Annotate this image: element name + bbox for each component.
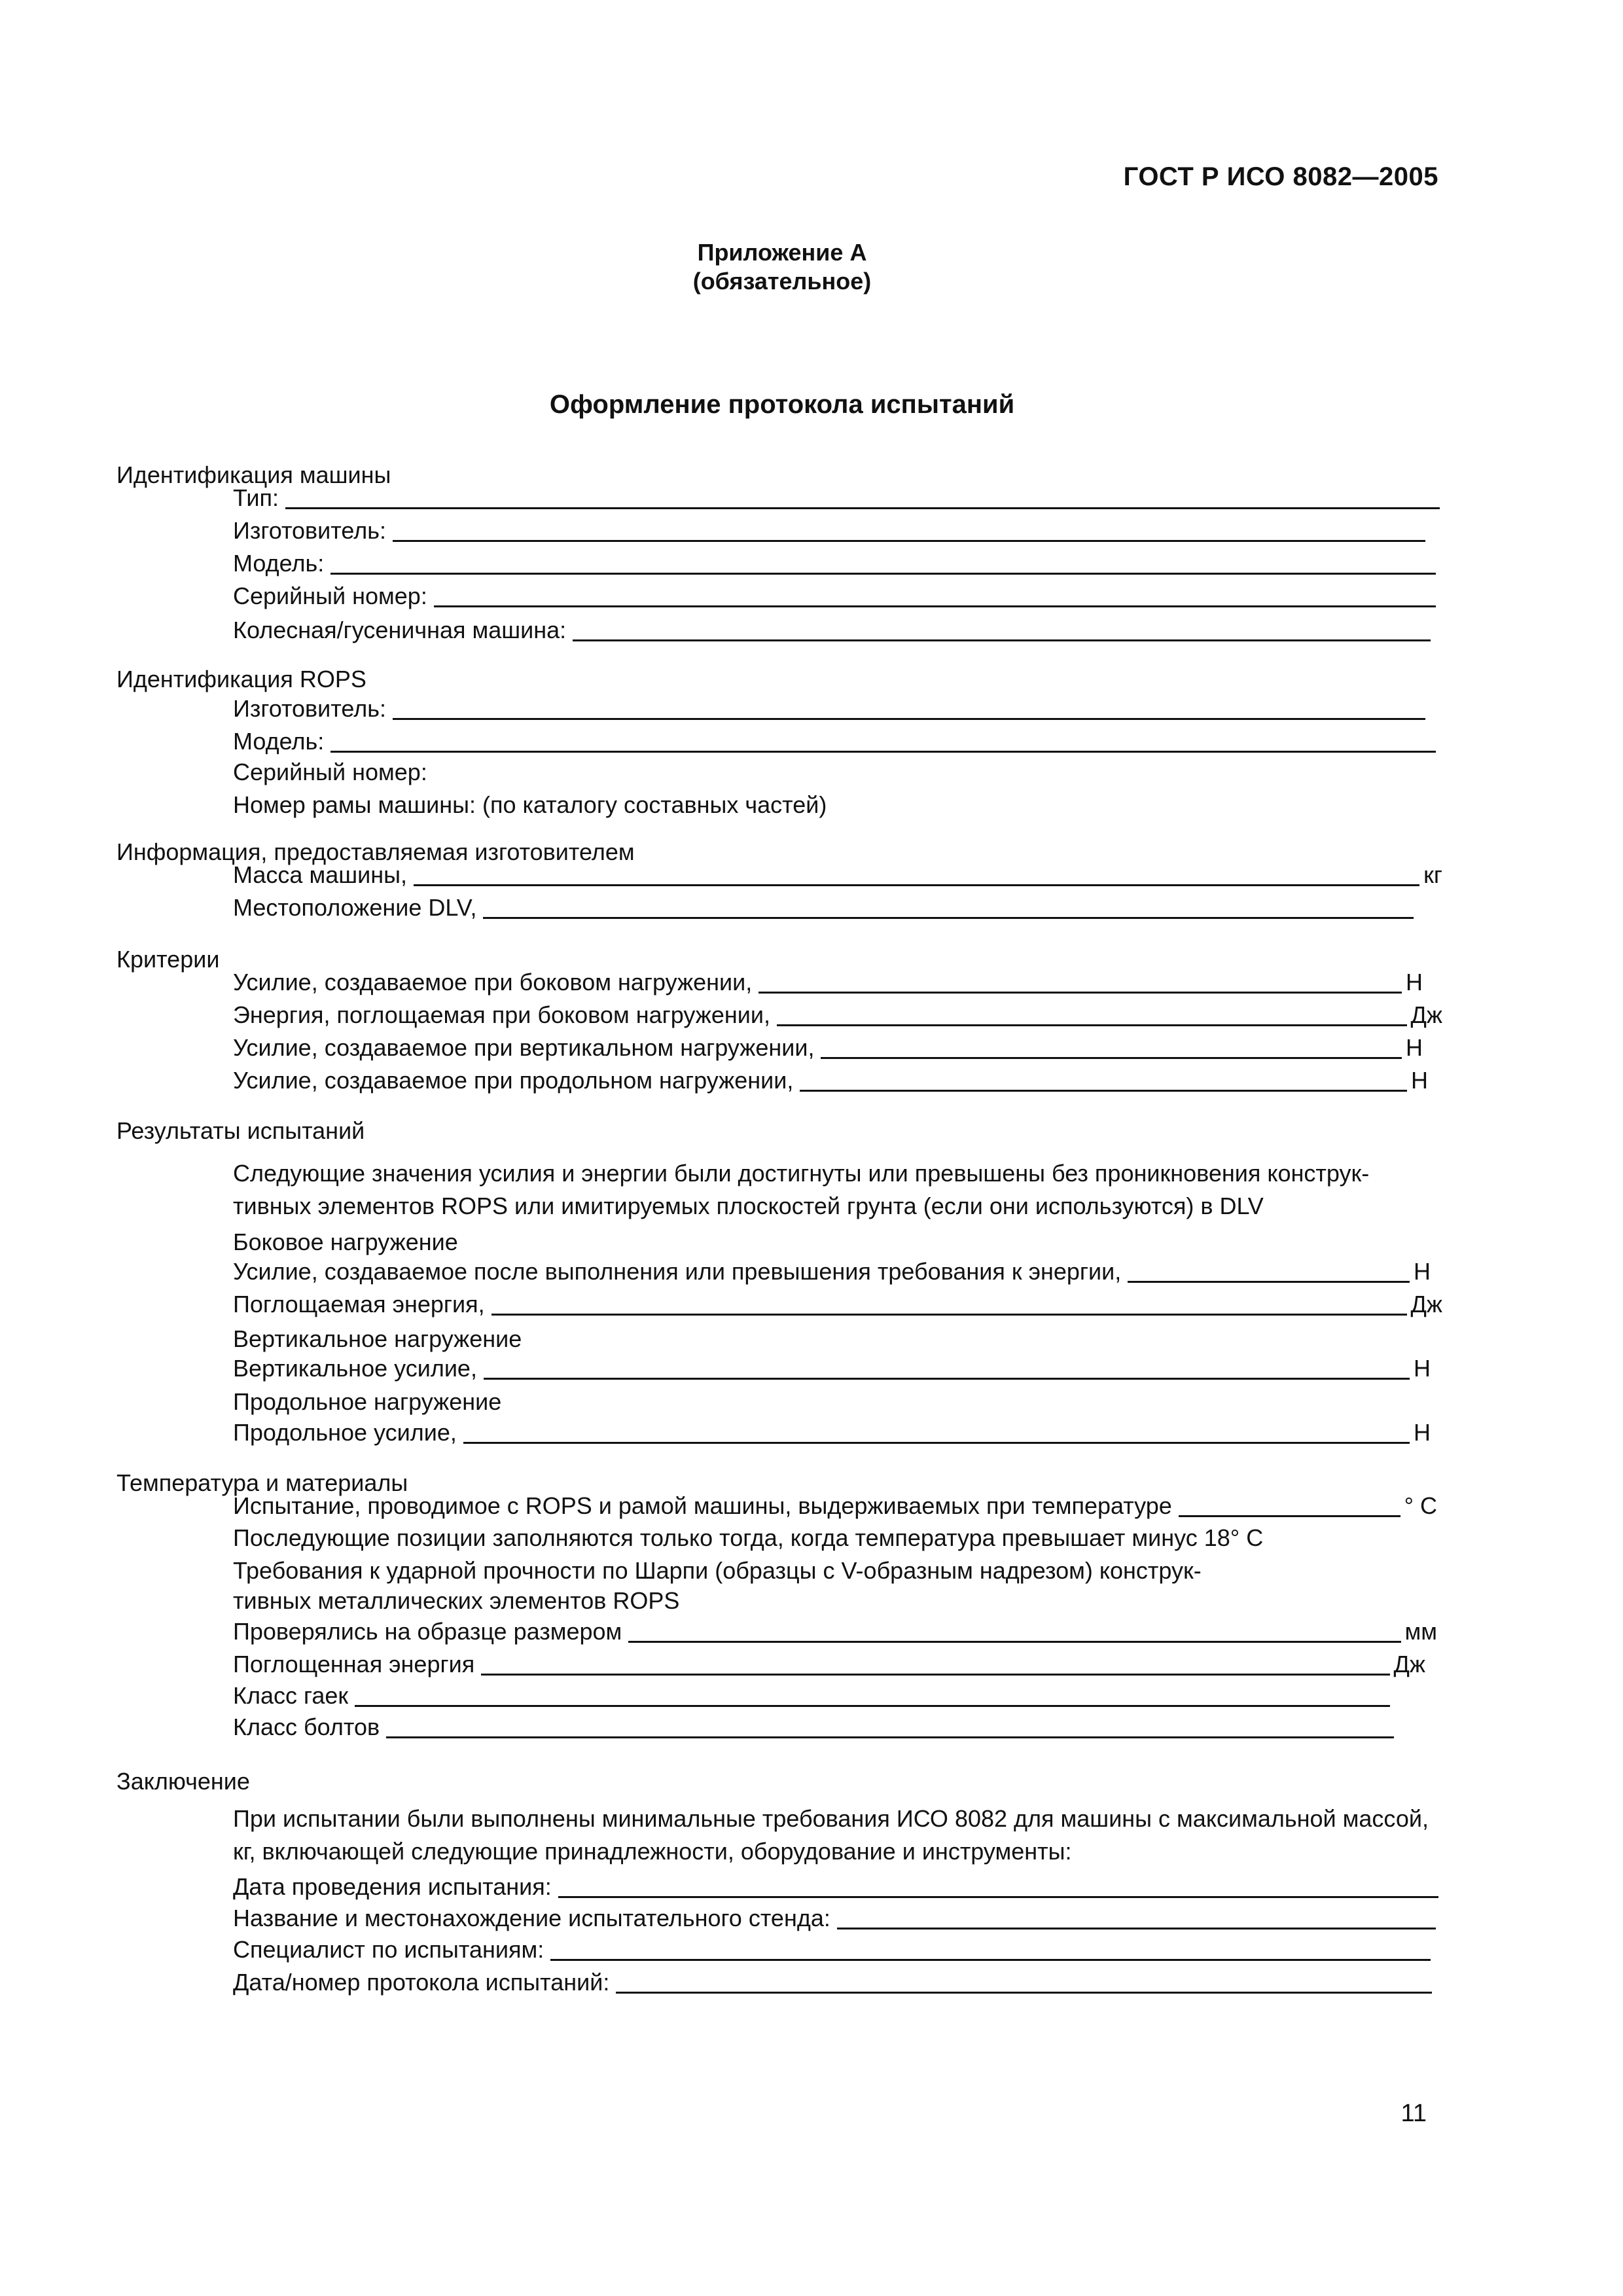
field-label: Дата/номер протокола испытаний: <box>233 1969 610 1996</box>
unit-label: Дж <box>1410 1001 1442 1028</box>
section-machine-id: Идентификация машины <box>116 461 391 488</box>
field-lateral-energy <box>233 1000 1442 1029</box>
field-report-number <box>233 1967 1435 1996</box>
unit-label: Н <box>1414 1419 1431 1446</box>
field-rops-serial: Серийный номер: <box>233 759 427 785</box>
field-bolt-class <box>233 1712 1397 1741</box>
section-conclusion: Заключение <box>116 1768 250 1795</box>
fill-line[interactable] <box>386 1736 1394 1738</box>
field-result-vertical-force <box>233 1354 1431 1382</box>
fill-line[interactable] <box>434 605 1436 607</box>
field-frame-number: Номер рамы машины: (по каталогу составных частей) <box>233 791 827 818</box>
field-label: Специалист по испытаниям: <box>233 1936 544 1963</box>
field-label: Усилие, создаваемое при боковом нагружении, <box>233 969 753 996</box>
fill-line[interactable] <box>481 1674 1389 1676</box>
annex-title: Приложение А <box>697 239 867 266</box>
field-result-lateral-force <box>233 1257 1431 1285</box>
field-label: Модель: <box>233 728 325 755</box>
subheading-longitudinal: Продольное нагружение <box>233 1388 502 1415</box>
fill-line[interactable] <box>414 884 1419 886</box>
charpy-line-2: тивных металлических элементов ROPS <box>233 1587 680 1614</box>
page-number: 11 <box>1400 2100 1427 2127</box>
fill-line[interactable] <box>1179 1515 1400 1517</box>
field-longitudinal-force <box>233 1066 1428 1094</box>
field-label: Изготовитель: <box>233 517 386 544</box>
fill-line[interactable] <box>821 1057 1402 1059</box>
document-title: Оформление протокола испытаний <box>549 390 1015 419</box>
results-intro: Следующие значения усилия и энергии были достигнуты или превышены без проникновения конструк-тивных элементов ROPS или имитируемых плоскостей грунта (если они используются) в DLV <box>233 1160 1370 1219</box>
section-temperature: Температура и материалы <box>116 1469 408 1496</box>
fill-line[interactable] <box>628 1641 1400 1643</box>
field-label: Поглощаемая энергия, <box>233 1291 485 1318</box>
field-label: Масса машины, <box>233 861 407 888</box>
field-label: Класс болтов <box>233 1713 380 1740</box>
field-label: Усилие, создаваемое при продольном нагружении, <box>233 1067 794 1094</box>
charpy-line-1: Требования к ударной прочности по Шарпи (образцы с V-образным надрезом) конструк- <box>233 1557 1202 1584</box>
fill-line[interactable] <box>330 751 1436 753</box>
section-manufacturer-info: Информация, предоставляемая изготовителем <box>116 838 635 865</box>
field-lateral-force <box>233 967 1423 996</box>
unit-label: Дж <box>1393 1651 1425 1677</box>
field-label: Продольное усилие, <box>233 1419 457 1446</box>
field-label: Усилие, создаваемое при вертикальном нагружении, <box>233 1034 815 1061</box>
field-label: Испытание, проводимое с ROPS и рамой машины, выдерживаемых при температуре <box>233 1492 1172 1519</box>
field-label: Тип: <box>233 484 279 511</box>
fill-line[interactable] <box>800 1090 1407 1092</box>
field-result-absorbed-energy <box>233 1289 1442 1318</box>
field-label: Модель: <box>233 550 325 577</box>
field-vertical-force <box>233 1033 1423 1062</box>
field-test-temperature <box>233 1491 1437 1520</box>
fill-line[interactable] <box>616 1992 1432 1994</box>
conclusion-text: При испытании были выполнены минимальные требования ИСО 8082 для машины с максимальной массой, кг, включающей следующие принадлежности, оборудование и инструменты: <box>233 1805 1429 1865</box>
fill-line[interactable] <box>1128 1281 1410 1283</box>
field-label: Класс гаек <box>233 1682 349 1709</box>
field-specimen-size <box>233 1617 1437 1645</box>
unit-label: ° С <box>1404 1492 1437 1519</box>
field-label: Название и местонахождение испытательного стенда: <box>233 1905 830 1931</box>
fill-line[interactable] <box>393 718 1425 720</box>
field-test-facility <box>233 1903 1438 1932</box>
fill-line[interactable] <box>491 1314 1407 1316</box>
field-manufacturer <box>233 516 1428 545</box>
fill-line[interactable] <box>463 1442 1410 1444</box>
field-absorbed-energy <box>233 1649 1425 1678</box>
field-test-engineer <box>233 1935 1433 1964</box>
field-rops-manufacturer <box>233 694 1428 723</box>
fill-line[interactable] <box>393 540 1425 542</box>
field-label: Вертикальное усилие, <box>233 1355 477 1382</box>
field-label: Усилие, создаваемое после выполнения или превышения требования к энергии, <box>233 1258 1122 1285</box>
annex-heading <box>0 238 1564 296</box>
fill-line[interactable] <box>285 507 1440 509</box>
unit-label: мм <box>1404 1618 1437 1645</box>
field-mass <box>233 860 1442 889</box>
section-rops-id: Идентификация ROPS <box>116 666 366 692</box>
unit-label: Н <box>1406 1034 1423 1061</box>
unit-label: Н <box>1411 1067 1428 1094</box>
standard-designation: ГОСТ Р ИСО 8082—2005 <box>1123 162 1438 191</box>
unit-label: кг <box>1423 861 1442 888</box>
section-results: Результаты испытаний <box>116 1117 365 1144</box>
unit-label: Н <box>1414 1258 1431 1285</box>
temperature-note: Последующие позиции заполняются только тогда, когда температура превышает минус 18° С <box>233 1524 1264 1551</box>
fill-line[interactable] <box>484 1378 1410 1380</box>
field-model <box>233 548 1438 577</box>
field-label: Местоположение DLV, <box>233 894 477 921</box>
fill-line[interactable] <box>355 1705 1390 1707</box>
fill-line[interactable] <box>558 1896 1438 1898</box>
field-label: Проверялись на образце размером <box>233 1618 622 1645</box>
field-label: Дата проведения испытания: <box>233 1873 552 1900</box>
fill-line[interactable] <box>483 917 1414 919</box>
section-criteria: Критерии <box>116 946 220 973</box>
field-label: Поглощенная энергия <box>233 1651 475 1677</box>
field-nut-class <box>233 1681 1393 1710</box>
subheading-vertical: Вертикальное нагружение <box>233 1325 522 1352</box>
field-type <box>233 483 1442 512</box>
field-label: Изготовитель: <box>233 695 386 722</box>
fill-line[interactable] <box>550 1959 1431 1961</box>
field-serial <box>233 581 1438 610</box>
field-label: Энергия, поглощаемая при боковом нагружении, <box>233 1001 770 1028</box>
field-wheel-track <box>233 615 1433 644</box>
fill-line[interactable] <box>758 992 1402 994</box>
field-label: Колесная/гусеничная машина: <box>233 617 567 643</box>
annex-status: (обязательное) <box>692 268 872 295</box>
fill-line[interactable] <box>330 573 1436 575</box>
unit-label: Н <box>1414 1355 1431 1382</box>
field-rops-model <box>233 726 1438 755</box>
fill-line[interactable] <box>777 1024 1407 1026</box>
field-test-date <box>233 1872 1441 1901</box>
fill-line[interactable] <box>573 639 1431 641</box>
unit-label: Дж <box>1410 1291 1442 1318</box>
field-result-longitudinal-force <box>233 1418 1431 1446</box>
unit-label: Н <box>1406 969 1423 996</box>
field-label: Серийный номер: <box>233 583 427 609</box>
field-dlv <box>233 893 1416 922</box>
subheading-lateral: Боковое нагружение <box>233 1229 458 1255</box>
fill-line[interactable] <box>837 1928 1436 1929</box>
